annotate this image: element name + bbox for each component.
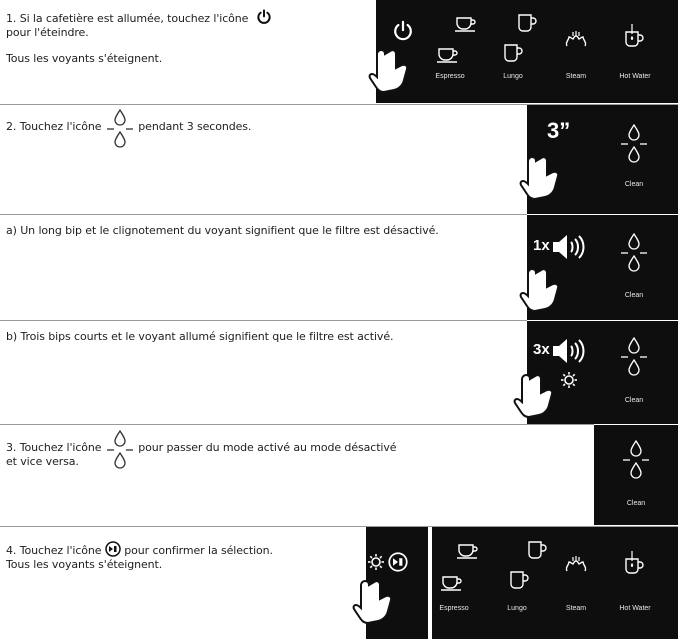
- separator: [0, 320, 527, 321]
- step-4-line-2: Tous les voyants s'éteignent.: [6, 558, 163, 571]
- control-panel-2: [527, 105, 678, 214]
- control-panel-6b: [432, 527, 678, 639]
- step-1-line-1: 1. Si la cafetière est allumée, touchez l'icône: [6, 12, 249, 25]
- step-4-pre: 4. Touchez l'icône: [6, 544, 102, 557]
- steam-icon[interactable]: [564, 30, 588, 52]
- clean-inline-icon: [105, 441, 135, 455]
- hand-pointer-icon: [360, 46, 416, 98]
- espresso-label: Espresso: [439, 605, 469, 612]
- separator: [0, 214, 527, 215]
- hot-water-cup-icon[interactable]: [622, 22, 644, 50]
- espresso-label: Espresso: [435, 73, 465, 80]
- clean-icon[interactable]: [623, 439, 649, 485]
- speaker-icon: [551, 233, 585, 261]
- step-2-pre: 2. Touchez l'icône: [6, 120, 102, 133]
- step-3-text: [6, 441, 526, 469]
- hand-pointer-icon: [511, 153, 567, 205]
- hand-pointer-icon: [344, 577, 400, 629]
- hot-water-cup-icon[interactable]: [622, 549, 644, 577]
- clean-label: Clean: [624, 292, 644, 299]
- espresso-cup-icon[interactable]: [436, 45, 460, 65]
- step-2-text: [6, 120, 251, 134]
- lungo-cup-icon[interactable]: [502, 42, 524, 66]
- clean-label: Clean: [624, 397, 644, 404]
- power-icon: [256, 9, 272, 25]
- hot-water-label: Hot Water: [619, 73, 651, 80]
- power-icon[interactable]: [392, 20, 414, 42]
- lungo-cup-icon[interactable]: [508, 569, 530, 593]
- step-3-line-2: et vice versa.: [6, 455, 79, 468]
- confirm-inline-icon: [105, 541, 121, 557]
- control-panel-3: [527, 215, 678, 320]
- lungo-label: Lungo: [503, 73, 523, 80]
- lungo-cup-icon[interactable]: [526, 539, 548, 563]
- confirm-icon[interactable]: [388, 552, 408, 572]
- beep-count: 3x: [533, 341, 550, 358]
- filter-indicator-light-icon: [368, 554, 384, 570]
- step-a-text: a) Un long bip et le clignotement du voyant signifient que le filtre est désactivé.: [6, 224, 439, 237]
- step-3-pre: 3. Touchez l'icône: [6, 441, 102, 454]
- press-duration: 3”: [547, 118, 571, 143]
- clean-label: Clean: [624, 181, 644, 188]
- espresso-cup-icon[interactable]: [454, 14, 478, 34]
- step-1-line-3: Tous les voyants s'éteignent.: [6, 52, 163, 65]
- steam-label: Steam: [565, 73, 587, 80]
- espresso-cup-icon[interactable]: [440, 573, 464, 593]
- hand-pointer-icon: [505, 371, 561, 423]
- clean-icon[interactable]: [621, 123, 647, 169]
- step-3-post: pour passer du mode activé au mode désactivé: [138, 441, 397, 454]
- clean-label: Clean: [626, 500, 646, 507]
- lungo-cup-icon[interactable]: [516, 12, 538, 36]
- steam-label: Steam: [565, 605, 587, 612]
- clean-inline-icon: [105, 120, 135, 134]
- clean-icon[interactable]: [621, 336, 647, 382]
- beep-count: 1x: [533, 237, 550, 254]
- hand-pointer-icon: [511, 265, 567, 317]
- espresso-cup-icon[interactable]: [456, 541, 480, 561]
- control-panel-4: [527, 321, 678, 424]
- control-panel-6a: [366, 527, 428, 639]
- step-4-text: [6, 541, 366, 572]
- step-2-post: pendant 3 secondes.: [138, 120, 252, 133]
- step-b-text: b) Trois bips courts et le voyant allumé signifient que le filtre est activé.: [6, 330, 394, 343]
- hot-water-label: Hot Water: [619, 605, 651, 612]
- step-4-post: pour confirmer la sélection.: [124, 544, 273, 557]
- steam-icon[interactable]: [564, 555, 588, 577]
- lungo-label: Lungo: [507, 605, 527, 612]
- speaker-icon: [551, 337, 585, 365]
- step-1-line-2: pour l'éteindre.: [6, 26, 89, 39]
- control-panel-5: [594, 425, 678, 525]
- control-panel-1: [376, 0, 678, 103]
- filter-indicator-light-icon: [561, 372, 577, 388]
- separator: [0, 424, 594, 425]
- clean-icon[interactable]: [621, 232, 647, 278]
- step-1-text: [6, 9, 366, 40]
